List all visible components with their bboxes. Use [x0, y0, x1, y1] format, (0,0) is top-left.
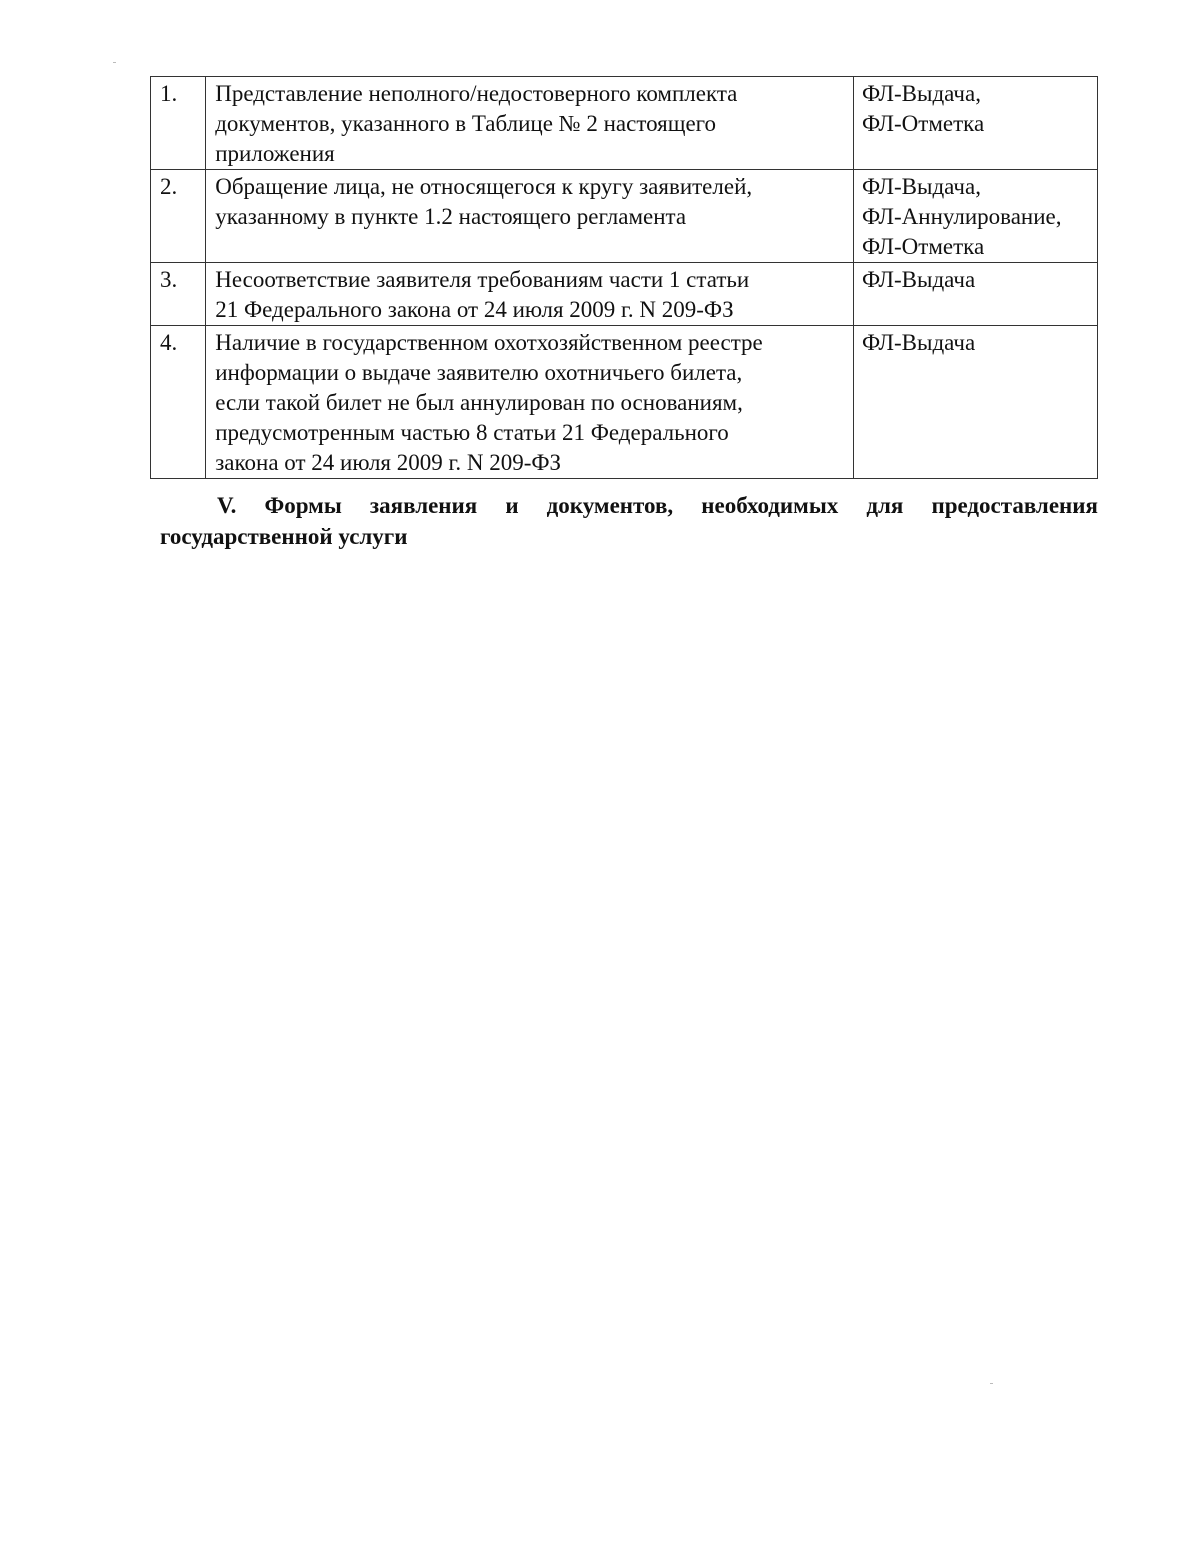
table-row: [151, 170, 1098, 263]
row-number: 3.: [151, 263, 206, 326]
table-row: [151, 326, 1098, 479]
text-line: ФЛ-Выдача,: [861, 174, 981, 199]
refusal-reasons-table: [150, 76, 1098, 479]
reason-description: [206, 170, 854, 263]
text-line: документов, указанного в Таблице № 2 настоящего: [215, 111, 717, 136]
text-line: Обращение лица, не относящегося к кругу заявителей,: [215, 174, 753, 199]
text-line: ФЛ-Отметка: [861, 111, 985, 136]
text-line: ФЛ-Выдача: [861, 330, 976, 355]
table-row: [151, 77, 1098, 170]
result-code: [853, 263, 1097, 326]
text-line: Представление неполного/недостоверного комплекта: [215, 81, 738, 106]
text-line: 21 Федерального закона от 24 июля 2009 г. N 209-ФЗ: [215, 297, 734, 322]
text-line: информации о выдаче заявителю охотничьего билета,: [215, 360, 743, 385]
text-line: указанному в пункте 1.2 настоящего регламента: [215, 204, 687, 229]
text-line: ФЛ-Выдача,: [861, 81, 981, 106]
text-line: если такой билет не был аннулирован по основаниям,: [215, 390, 743, 415]
text-line: приложения: [215, 141, 335, 166]
section-heading-line-2: государственной услуги: [160, 524, 408, 549]
text-line: ФЛ-Аннулирование,: [861, 204, 1062, 229]
text-line: ФЛ-Выдача: [861, 267, 976, 292]
row-number: 2.: [151, 170, 206, 263]
reason-description: [206, 77, 854, 170]
text-line: Наличие в государственном охотхозяйственном реестре: [215, 330, 763, 355]
text-line: закона от 24 июля 2009 г. N 209-ФЗ: [215, 450, 562, 475]
reason-description: [206, 326, 854, 479]
text-line: предусмотренным частью 8 статьи 21 Федерального: [215, 420, 729, 445]
reason-description: [206, 263, 854, 326]
result-code: [853, 77, 1097, 170]
section-heading-line-1: V. Формы заявления и документов, необходимых для предоставления: [217, 493, 1098, 518]
text-line: Несоответствие заявителя требованиям части 1 статьи: [215, 267, 750, 292]
row-number: 4.: [151, 326, 206, 479]
scan-speck: [990, 1383, 993, 1384]
result-code: [853, 326, 1097, 479]
result-code: [853, 170, 1097, 263]
row-number: 1.: [151, 77, 206, 170]
section-heading: [160, 490, 1098, 552]
table-row: [151, 263, 1098, 326]
scan-speck: [113, 62, 116, 63]
text-line: ФЛ-Отметка: [861, 234, 985, 259]
